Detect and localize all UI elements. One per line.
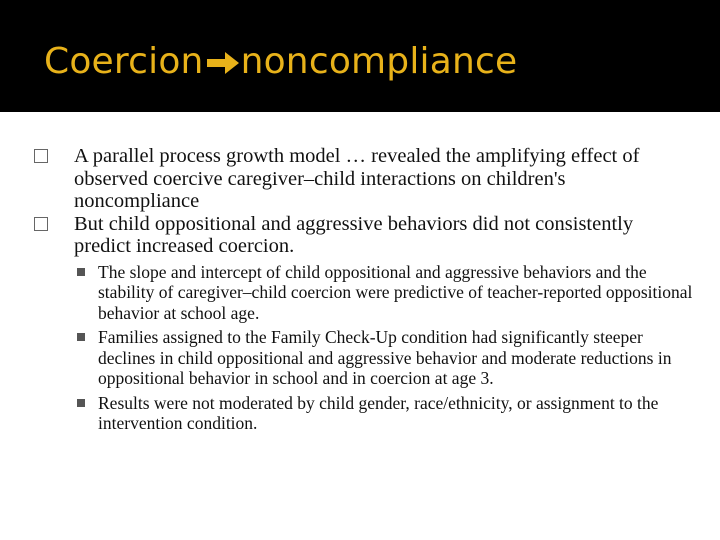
sub-bullet-item xyxy=(74,393,694,434)
right-arrow-icon xyxy=(206,41,240,89)
sub-bullet-list xyxy=(34,262,694,434)
sub-bullet-text: Results were not moderated by child gender, race/ethnicity, or assignment to the intervention condition. xyxy=(98,392,659,433)
square-bullet-icon xyxy=(34,149,48,163)
bullet-item xyxy=(34,213,694,258)
slide-title-part-1: Coercion xyxy=(44,41,204,82)
sub-bullet-item xyxy=(74,262,694,324)
bullet-item xyxy=(34,145,694,213)
sub-bullet-item xyxy=(74,327,694,389)
slide-body xyxy=(34,145,694,438)
filled-square-bullet-icon xyxy=(77,399,85,407)
bullet-text: A parallel process growth model … revealed the amplifying effect of observed coercive caregiver–child interactions on children's noncompliance xyxy=(74,145,640,212)
slide-title xyxy=(44,38,517,89)
filled-square-bullet-icon xyxy=(77,333,85,341)
bullet-text: But child oppositional and aggressive behaviors did not consistently predict increased coercion. xyxy=(74,212,634,257)
square-bullet-icon xyxy=(34,217,48,231)
filled-square-bullet-icon xyxy=(77,268,85,276)
slide-title-part-2: noncompliance xyxy=(240,41,518,82)
sub-bullet-text: The slope and intercept of child oppositional and aggressive behaviors and the stability of caregiver–child coercion were predictive of teacher-reported oppositional behavior at school age. xyxy=(98,261,693,323)
title-bar xyxy=(0,0,720,112)
sub-bullet-text: Families assigned to the Family Check-Up condition had significantly steeper declines in child oppositional and aggressive behavior and moderate reductions in oppositional behavior in school and in coercion at age 3. xyxy=(98,327,672,388)
